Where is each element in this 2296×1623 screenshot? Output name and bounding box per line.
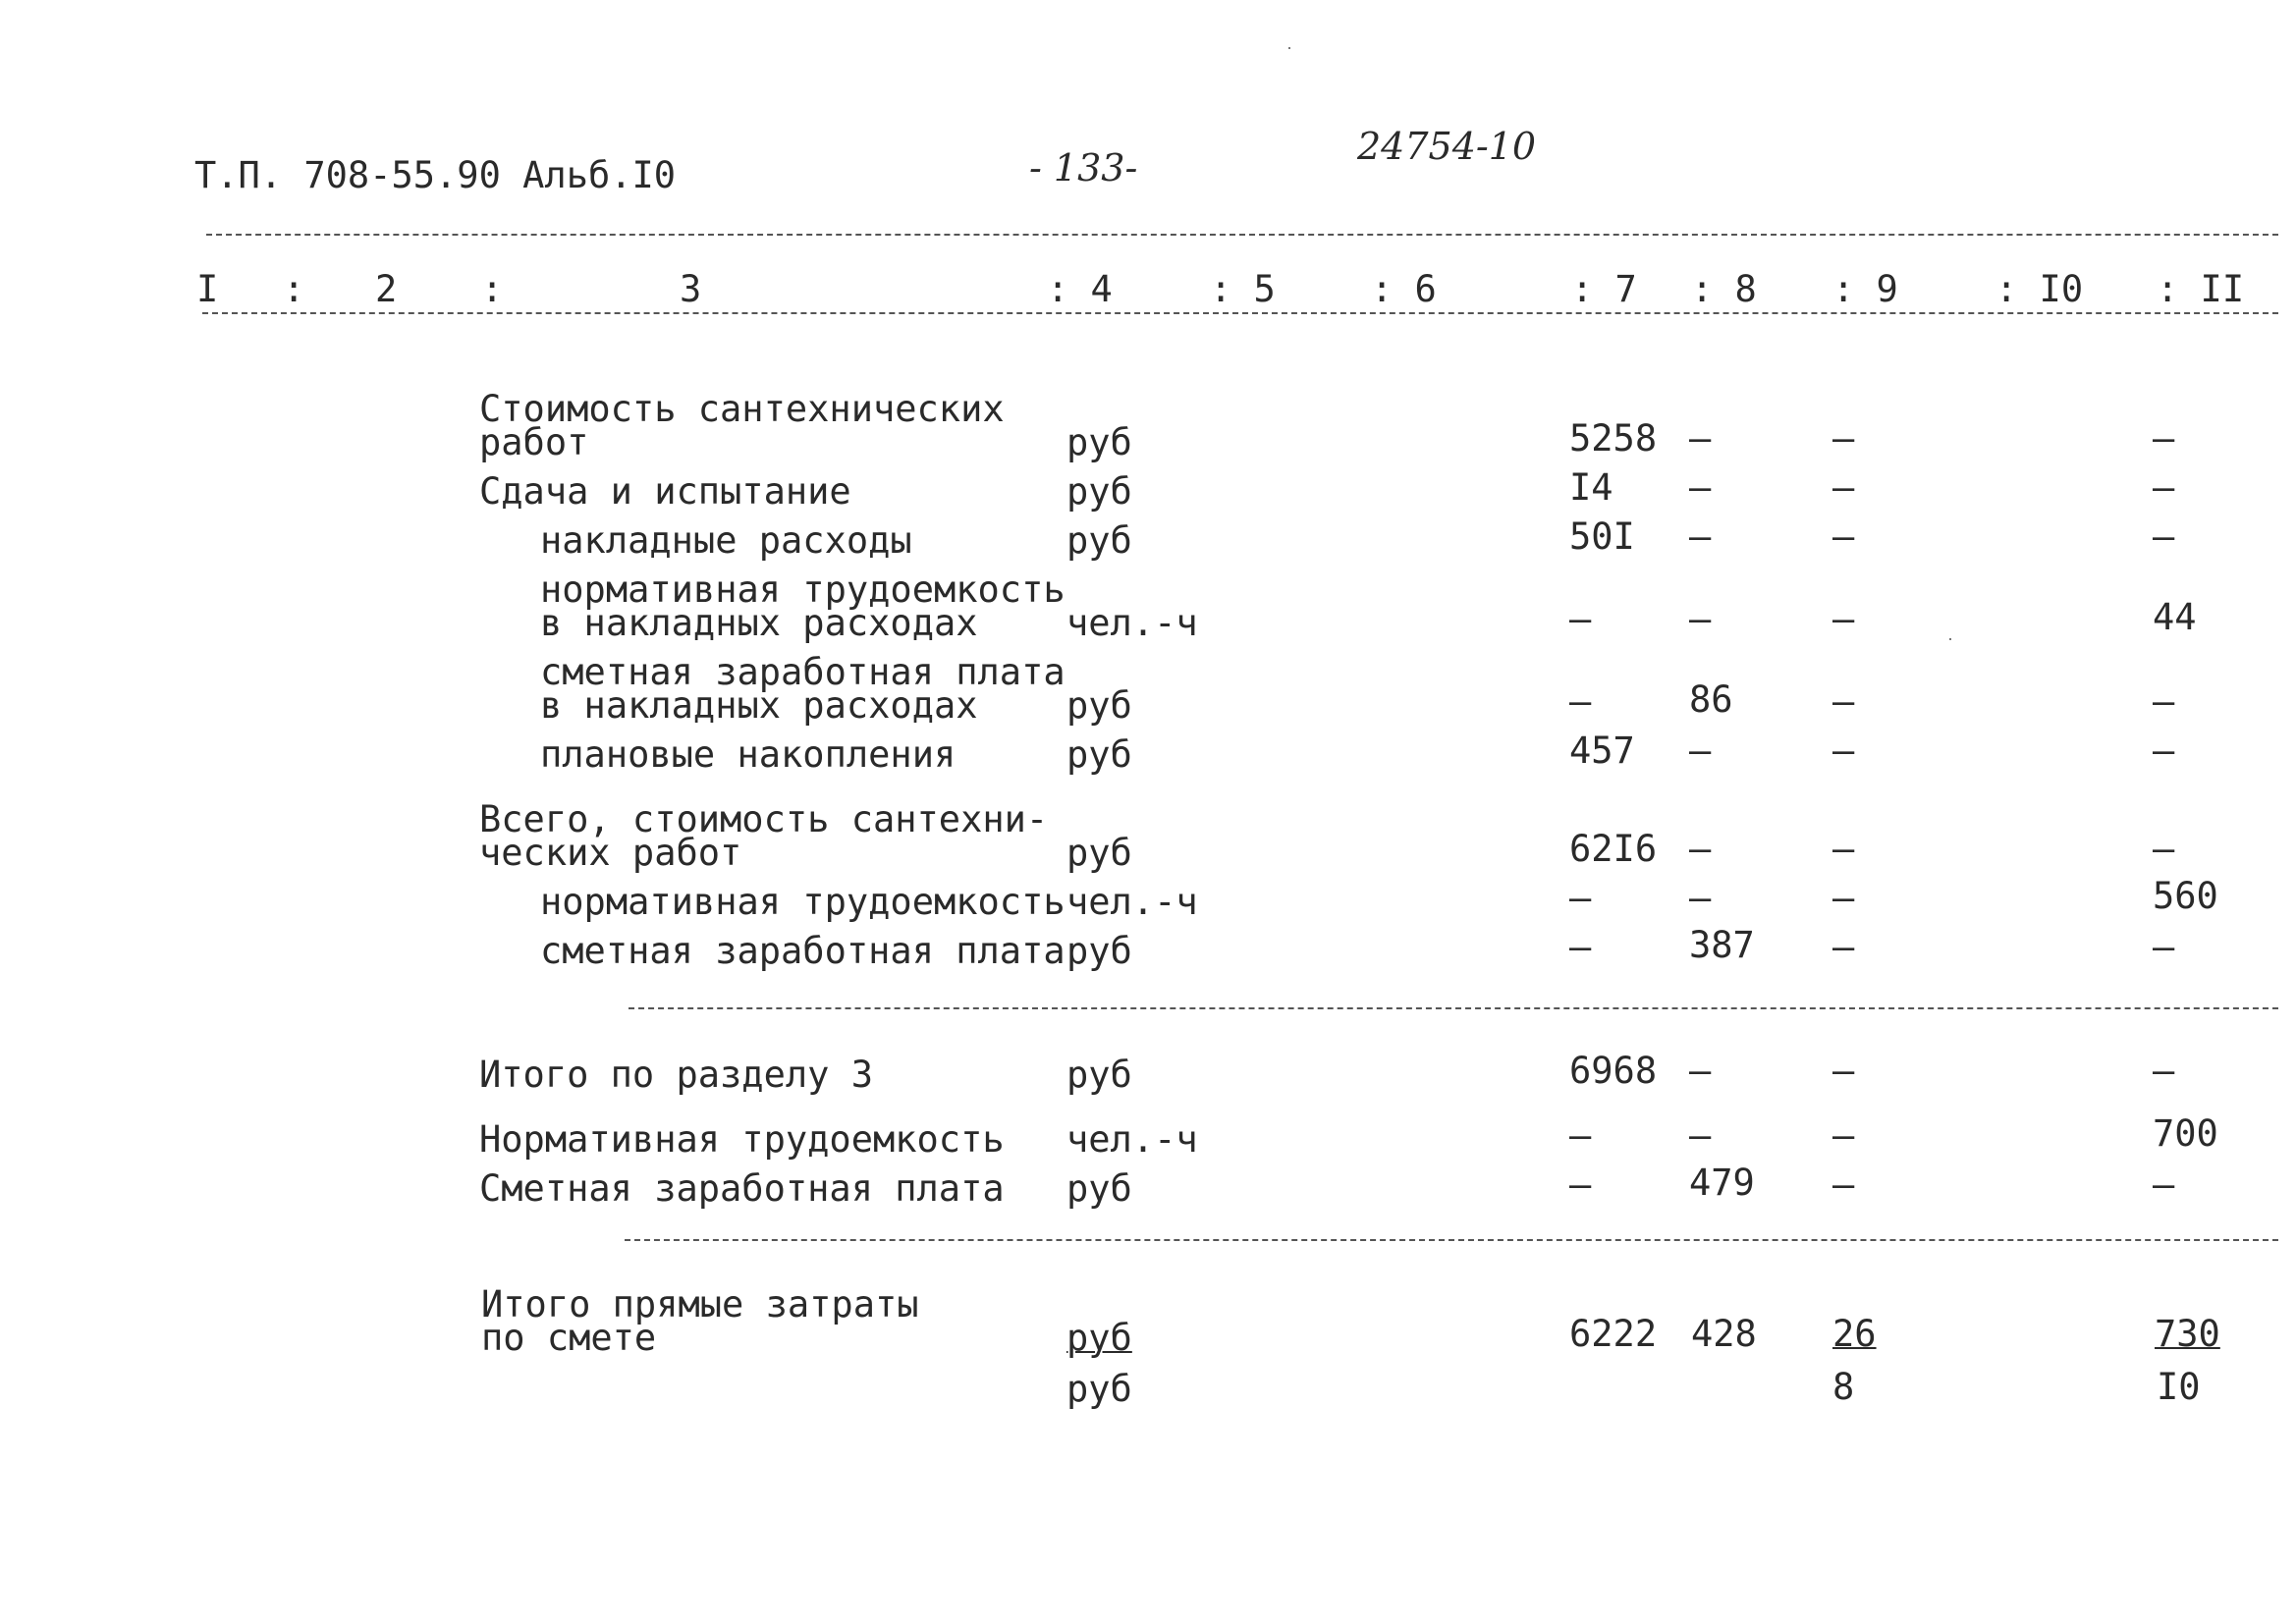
col8-cell: –	[1689, 598, 1712, 640]
page-number: - 133-	[1029, 146, 1138, 189]
col8-cell: –	[1689, 515, 1712, 558]
row-label: нормативная трудоемкость	[540, 881, 1066, 923]
col11-cell: –	[2153, 1050, 2175, 1092]
col9-cell: –	[1832, 926, 1855, 968]
unit-cell: руб	[1066, 421, 1132, 463]
unit-cell: руб	[1066, 1167, 1132, 1210]
header-top-rule	[206, 234, 2278, 236]
col7-cell: –	[1569, 926, 1592, 968]
col7-cell: –	[1569, 680, 1592, 723]
row-label-line1: Стоимость сантехнических	[479, 388, 1005, 430]
unit-cell: руб	[1066, 930, 1132, 972]
col11-cell: –	[2153, 926, 2175, 968]
row-label-line1: сметная заработная плата	[540, 651, 1066, 693]
row-label: Сдача и испытание	[479, 470, 851, 513]
col7-cell: I4	[1569, 466, 1613, 509]
col8-cell: –	[1689, 1114, 1712, 1157]
col8-cell: –	[1689, 730, 1712, 772]
col9-cell: –	[1832, 1163, 1855, 1206]
row-label: накладные расходы	[540, 519, 912, 562]
col11-cell: 730	[2155, 1313, 2220, 1355]
document-number: 24754-10	[1357, 125, 1537, 168]
col11-cell: –	[2153, 466, 2175, 509]
col-header-1: I	[196, 268, 219, 310]
col11-cell: –	[2153, 417, 2175, 460]
section-rule	[629, 1007, 2278, 1009]
col7-cell: 62I6	[1569, 828, 1658, 870]
col9-cell: –	[1832, 515, 1855, 558]
col7-cell: 6968	[1569, 1050, 1658, 1092]
unit-cell: руб	[1066, 832, 1132, 874]
total-rule	[625, 1239, 2278, 1241]
col11-cell: –	[2153, 828, 2175, 870]
row-label-line2: по смете	[481, 1317, 657, 1359]
col-header-sep-2: :	[481, 268, 504, 310]
col11-cell: –	[2153, 680, 2175, 723]
col9-cell: –	[1832, 828, 1855, 870]
row-label-line1: нормативная трудоемкость	[540, 568, 1066, 611]
col8-cell: 428	[1691, 1313, 1757, 1355]
document-code: Т.П. 708-55.90 Альб.I0	[194, 154, 677, 196]
unit-cell: чел.-ч	[1066, 1118, 1198, 1161]
row-label-line2: в накладных расходах	[540, 684, 978, 727]
unit-cell: руб	[1066, 684, 1132, 727]
col7-cell: –	[1569, 877, 1592, 919]
col-header-3: 3	[680, 268, 702, 310]
col8-cell: 86	[1689, 678, 1733, 721]
unit-cell-second: руб	[1066, 1368, 1132, 1410]
col9-cell-second: 8	[1832, 1366, 1855, 1408]
col11-cell: –	[2153, 515, 2175, 558]
col9-cell: 26	[1832, 1313, 1877, 1355]
row-label: Нормативная трудоемкость	[479, 1118, 1005, 1161]
col-header-10: : I0	[1995, 268, 2084, 310]
col11-cell: –	[2153, 1163, 2175, 1206]
col11-cell: 700	[2153, 1112, 2218, 1155]
header-bottom-rule	[202, 312, 2278, 314]
col9-cell: –	[1832, 680, 1855, 723]
col-header-sep-1: :	[283, 268, 305, 310]
col9-cell: –	[1832, 598, 1855, 640]
unit-cell: руб	[1066, 1054, 1132, 1096]
col11-cell: 44	[2153, 596, 2197, 638]
col8-cell: 387	[1689, 924, 1755, 966]
col9-cell: –	[1832, 417, 1855, 460]
col7-cell: –	[1569, 1114, 1592, 1157]
row-label: Итого по разделу 3	[479, 1054, 873, 1096]
row-label-line2: в накладных расходах	[540, 602, 978, 644]
col11-cell: –	[2153, 730, 2175, 772]
col8-cell: 479	[1689, 1162, 1755, 1204]
row-label: сметная заработная плата	[540, 930, 1066, 972]
scan-speck	[1949, 638, 1951, 640]
row-label-line1: Итого прямые затраты	[481, 1283, 919, 1325]
col-header-9: : 9	[1832, 268, 1898, 310]
col11-cell-second: I0	[2157, 1366, 2201, 1408]
col9-cell: –	[1832, 466, 1855, 509]
col7-cell: 5258	[1569, 417, 1658, 460]
col7-cell: 457	[1569, 730, 1635, 772]
col8-cell: –	[1689, 1050, 1712, 1092]
col-header-2: 2	[375, 268, 398, 310]
col11-cell: 560	[2153, 875, 2218, 917]
col7-cell: 50I	[1569, 515, 1635, 558]
unit-cell: руб	[1066, 733, 1132, 776]
col9-cell: –	[1832, 1050, 1855, 1092]
col-header-8: : 8	[1691, 268, 1757, 310]
row-label: Сметная заработная плата	[479, 1167, 1005, 1210]
unit-cell: руб	[1066, 519, 1132, 562]
row-label: плановые накопления	[540, 733, 957, 776]
col8-cell: –	[1689, 877, 1712, 919]
col8-cell: –	[1689, 466, 1712, 509]
col9-cell: –	[1832, 1114, 1855, 1157]
unit-cell: руб	[1066, 1317, 1132, 1359]
row-label-line2: работ	[479, 421, 589, 463]
col9-cell: –	[1832, 730, 1855, 772]
col7-cell: 6222	[1569, 1313, 1658, 1355]
unit-cell: руб	[1066, 470, 1132, 513]
unit-cell: чел.-ч	[1066, 602, 1198, 644]
unit-cell: чел.-ч	[1066, 881, 1198, 923]
col8-cell: –	[1689, 828, 1712, 870]
col-header-5: : 5	[1210, 268, 1276, 310]
col-header-6: : 6	[1371, 268, 1437, 310]
col-header-11: : II	[2157, 268, 2245, 310]
scan-speck	[1288, 47, 1290, 49]
col9-cell: –	[1832, 877, 1855, 919]
col8-cell: –	[1689, 417, 1712, 460]
col7-cell: –	[1569, 1163, 1592, 1206]
row-label-line1: Всего, стоимость сантехни-	[479, 798, 1049, 840]
col-header-7: : 7	[1571, 268, 1637, 310]
col7-cell: –	[1569, 598, 1592, 640]
col-header-4: : 4	[1047, 268, 1113, 310]
row-label-line2: ческих работ	[479, 832, 742, 874]
